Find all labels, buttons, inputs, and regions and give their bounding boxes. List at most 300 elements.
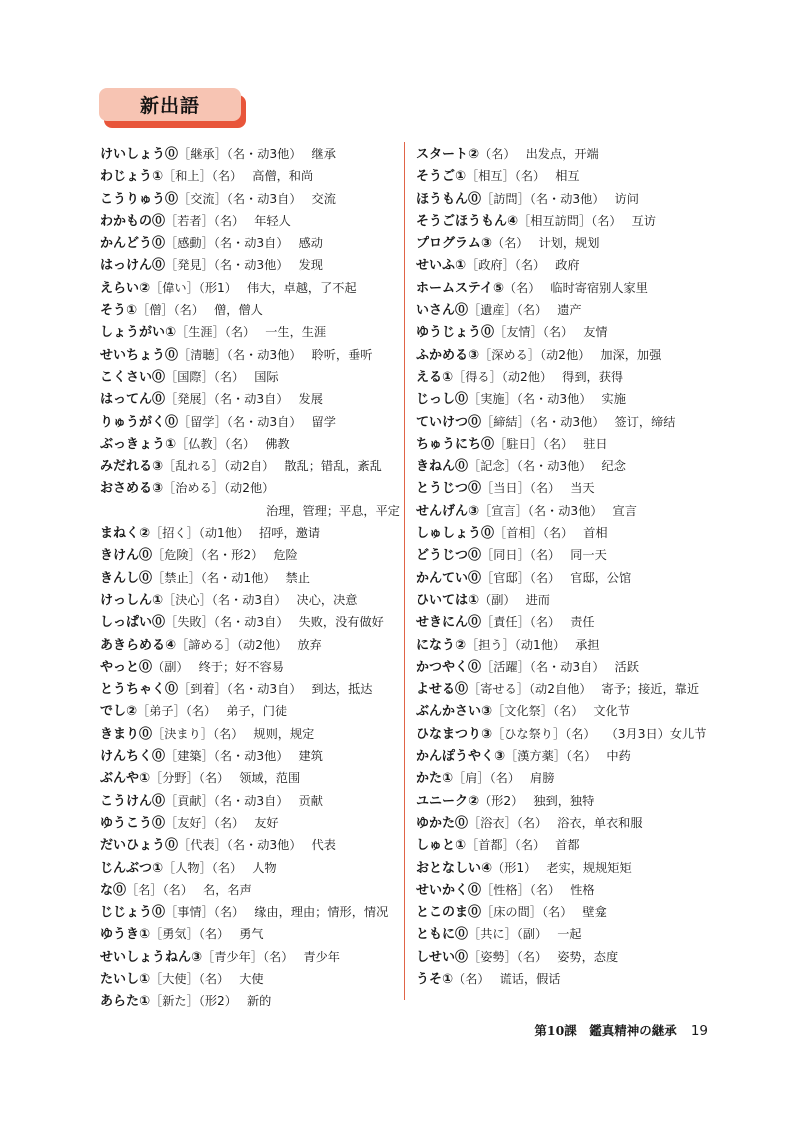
vocab-meaning: 聆听，垂听 xyxy=(311,347,373,362)
vocab-meaning: 当天 xyxy=(570,481,595,496)
vocab-word: まねく② xyxy=(100,526,151,542)
vocab-info: ［肩］（名） xyxy=(453,771,521,786)
vocab-entry xyxy=(416,834,716,856)
vocab-info: （形2） xyxy=(479,793,524,808)
vocab-word: けっしん① xyxy=(100,592,164,608)
vocab-word: プログラム③ xyxy=(416,236,492,252)
vocab-word: みだれる③ xyxy=(100,459,164,475)
vocab-meaning: 僧，僧人 xyxy=(214,303,263,318)
vocab-meaning: 人物 xyxy=(252,860,277,875)
vocab-info: ［偉い］（形1） xyxy=(150,280,237,295)
vocab-entry xyxy=(416,567,716,589)
vocab-meaning: 建筑 xyxy=(298,749,323,764)
vocab-meaning: 友情 xyxy=(583,325,608,340)
vocab-word: わじょう① xyxy=(100,169,164,185)
vocab-word: こうりゅう⓪ xyxy=(100,191,179,207)
vocab-meaning: 领域，范围 xyxy=(239,771,301,786)
vocab-meaning: 浴衣，单衣和服 xyxy=(557,815,643,830)
vocab-entry xyxy=(416,232,716,254)
vocab-entry xyxy=(100,812,400,834)
vocab-meaning: 一生，生涯 xyxy=(265,325,327,340)
vocab-meaning: 放弃 xyxy=(297,637,322,652)
vocab-word: けいしょう⓪ xyxy=(100,147,179,162)
vocab-info: ［友好］（名） xyxy=(165,815,245,830)
vocab-meaning: 决心，决意 xyxy=(296,592,358,607)
vocab-word: ゆうじょう⓪ xyxy=(416,325,495,341)
vocab-entry xyxy=(416,455,716,477)
vocab-entry xyxy=(416,344,716,366)
vocab-word: かた① xyxy=(416,771,454,787)
vocab-entry xyxy=(416,433,716,455)
vocab-meaning: 首相 xyxy=(583,526,608,541)
vocab-meaning: 性格 xyxy=(570,882,595,897)
vocab-meaning: 伟大，卓越，了不起 xyxy=(246,280,357,295)
vocab-info: ［当日］（名） xyxy=(481,481,561,496)
vocab-meaning: 弟子，门徒 xyxy=(226,704,288,719)
vocab-word: いさん⓪ xyxy=(416,303,469,319)
vocab-info: ［床の間］（名） xyxy=(481,905,573,920)
vocab-info: ［同日］（名） xyxy=(481,548,561,563)
vocab-meaning: 壁龛 xyxy=(582,905,607,920)
vocab-info: ［建築］（名・动3他） xyxy=(165,749,289,764)
vocab-meaning: 出发点，开端 xyxy=(525,147,599,161)
vocab-word: せいしょうねん③ xyxy=(100,949,203,965)
vocab-entry xyxy=(100,857,400,879)
vocab-info: （形1） xyxy=(492,860,537,875)
vocab-info: ［ひな祭り］（名） xyxy=(492,726,596,741)
vocab-word: はっけん⓪ xyxy=(100,258,166,274)
vocab-word: りゅうがく⓪ xyxy=(100,414,179,430)
vocab-entry xyxy=(416,700,716,722)
vocab-info: ［国際］（名） xyxy=(165,369,245,384)
vocab-word: そうご① xyxy=(416,169,467,185)
vocab-meaning: 留学 xyxy=(311,414,336,429)
vocab-meaning: 大使 xyxy=(239,971,264,986)
vocab-meaning: 遗产 xyxy=(557,303,582,318)
vocab-entry xyxy=(100,299,400,321)
vocab-word: かんてい⓪ xyxy=(416,570,482,586)
vocab-info: ［失敗］（名・动3自） xyxy=(165,615,289,630)
vocab-meaning: 年轻人 xyxy=(254,213,291,228)
vocab-info: ［活躍］（名・动3自） xyxy=(481,659,605,674)
vocab-meaning: 发展 xyxy=(298,392,323,407)
page-number: 19 xyxy=(690,1023,708,1039)
vocab-entry xyxy=(416,656,716,678)
vocab-entry xyxy=(100,210,400,232)
vocab-word: ぶんかさい③ xyxy=(416,704,493,720)
vocab-word: うそ① xyxy=(416,971,454,987)
vocab-entry xyxy=(100,923,400,945)
vocab-meaning: 得到，获得 xyxy=(562,369,624,384)
vocab-meaning: 官邸，公馆 xyxy=(570,570,632,585)
vocab-entry xyxy=(416,522,716,544)
vocab-entry xyxy=(100,589,400,611)
vocab-info: ［分野］（名） xyxy=(150,771,230,786)
column-divider xyxy=(404,142,405,1000)
vocab-meaning: 失败，没有做好 xyxy=(298,615,384,630)
vocab-meaning: 危险 xyxy=(273,548,298,563)
vocab-info: ［締結］（名・动3他） xyxy=(481,414,605,429)
vocab-info: ［人物］（名） xyxy=(163,860,243,875)
vocab-meaning: 治理，管理；平息，平定 xyxy=(265,503,400,518)
vocab-word: きねん⓪ xyxy=(416,459,469,475)
vocab-word: な⓪ xyxy=(100,882,127,898)
vocab-info: ［大使］（名） xyxy=(150,971,230,986)
vocab-info: ［遺産］（名） xyxy=(468,303,548,318)
vocab-entry xyxy=(100,634,400,656)
vocab-meaning: 高僧，和尚 xyxy=(252,169,314,184)
vocab-meaning: 计划，规划 xyxy=(538,236,600,251)
vocab-info: ［共に］（副） xyxy=(468,927,548,942)
vocab-info: ［発見］（名・动3他） xyxy=(165,258,289,273)
vocab-entry xyxy=(416,143,716,165)
vocab-meaning: 文化节 xyxy=(593,704,630,719)
vocab-entry xyxy=(416,411,716,433)
vocab-word: あらた① xyxy=(100,994,151,1010)
vocab-word: せいちょう⓪ xyxy=(100,347,179,363)
vocab-entry xyxy=(100,232,400,254)
vocab-info: ［貢献］（名・动3自） xyxy=(165,793,289,808)
vocab-info: ［友情］（名） xyxy=(494,325,574,340)
vocab-meaning: 继承 xyxy=(311,147,336,161)
vocab-info: ［僧］（名） xyxy=(137,303,205,318)
vocab-word: とこのま⓪ xyxy=(416,905,482,921)
vocab-word: こうけん⓪ xyxy=(100,793,166,809)
vocab-meaning: 国际 xyxy=(254,369,279,384)
vocab-info: （名） xyxy=(491,236,529,251)
vocab-word: ひいては① xyxy=(416,592,480,608)
vocab-word: けんちく⓪ xyxy=(100,749,166,765)
vocab-word: きんし⓪ xyxy=(100,570,153,586)
vocab-entry xyxy=(100,990,400,1012)
vocab-entry xyxy=(100,411,400,433)
vocab-word: になう② xyxy=(416,637,467,653)
vocab-meaning: 勇气 xyxy=(239,927,264,942)
vocab-word: きまり⓪ xyxy=(100,726,153,742)
vocab-entry xyxy=(100,165,400,187)
vocab-info: ［事情］（名） xyxy=(165,905,245,920)
vocab-info: ［深める］（动2他） xyxy=(479,347,591,362)
vocab-entry xyxy=(416,790,716,812)
vocab-word: しゅと① xyxy=(416,838,467,854)
vocab-info: （副） xyxy=(479,592,516,607)
vocab-entry xyxy=(416,544,716,566)
vocab-meaning: 加深，加强 xyxy=(600,347,662,362)
vocab-word: ホームステイ⑤ xyxy=(416,280,504,296)
vocab-meaning: 新的 xyxy=(246,994,272,1009)
vocab-entry xyxy=(416,500,716,522)
vocab-word: スタート② xyxy=(416,147,480,162)
vocab-meaning: 实施 xyxy=(601,392,626,407)
vocab-info: ［青少年］（名） xyxy=(202,949,294,964)
vocab-word: かんぽうやく③ xyxy=(416,749,506,765)
vocab-entry xyxy=(416,857,716,879)
vocab-word: あきらめる④ xyxy=(100,637,177,653)
vocab-entry xyxy=(100,834,400,856)
page-footer xyxy=(534,1020,708,1042)
vocab-entry xyxy=(100,344,400,366)
vocab-word: ふかめる③ xyxy=(416,347,480,363)
vocab-word: だいひょう⓪ xyxy=(100,838,179,854)
vocab-entry xyxy=(100,901,400,923)
vocab-column-left xyxy=(100,143,400,1013)
vocab-entry xyxy=(100,611,400,633)
vocab-meaning: 互访 xyxy=(631,213,656,228)
vocab-meaning: 同一天 xyxy=(570,548,607,563)
vocab-meaning: 签订，缔结 xyxy=(614,414,676,429)
vocab-info: ［新た］（形2） xyxy=(150,994,237,1009)
vocab-entry xyxy=(100,700,400,722)
vocab-word: でし② xyxy=(100,704,138,720)
vocab-word: ユニーク② xyxy=(416,793,480,809)
vocab-meaning: （3月3日）女儿节 xyxy=(605,726,707,741)
vocab-entry xyxy=(100,477,400,499)
vocab-word: そう① xyxy=(100,303,138,319)
vocab-meaning: 交流 xyxy=(311,191,336,206)
vocab-info: ［到着］（名・动3自） xyxy=(178,682,302,697)
vocab-entry xyxy=(416,767,716,789)
vocab-entry xyxy=(416,188,716,210)
vocab-entry xyxy=(100,522,400,544)
vocab-word: おさめる③ xyxy=(100,481,164,497)
vocab-entry xyxy=(100,188,400,210)
vocab-entry xyxy=(416,477,716,499)
vocab-info: ［弟子］（名） xyxy=(137,704,217,719)
section-title-box xyxy=(99,88,241,121)
vocab-word: かつやく⓪ xyxy=(416,659,482,675)
vocab-word: じじょう⓪ xyxy=(100,905,166,921)
vocab-entry xyxy=(100,767,400,789)
vocab-meaning: 寄予；接近，靠近 xyxy=(601,682,700,697)
vocab-word: ゆかた⓪ xyxy=(416,815,469,831)
vocab-info: ［浴衣］（名） xyxy=(468,815,548,830)
vocab-meaning: 代表 xyxy=(311,838,336,853)
vocab-word: ほうもん⓪ xyxy=(416,191,482,207)
vocab-meaning: 谎话，假话 xyxy=(499,971,561,986)
vocab-word: よせる⓪ xyxy=(416,682,469,698)
vocab-meaning: 缘由，理由；情形，情况 xyxy=(254,905,389,920)
vocab-entry xyxy=(100,388,400,410)
vocab-meaning: 肩膀 xyxy=(530,771,555,786)
vocab-info: ［実施］（名・动3他） xyxy=(468,392,592,407)
vocab-word: ゆうき① xyxy=(100,927,151,943)
vocab-word: わかもの⓪ xyxy=(100,213,166,229)
vocab-meaning: 相互 xyxy=(555,169,580,184)
vocab-entry xyxy=(100,254,400,276)
vocab-entry xyxy=(100,723,400,745)
vocab-info: ［姿勢］（名） xyxy=(468,949,548,964)
vocab-meaning: 贡献 xyxy=(298,793,323,808)
vocab-meaning: 政府 xyxy=(555,258,580,273)
vocab-word: とうちゃく⓪ xyxy=(100,682,179,698)
vocab-info: （名） xyxy=(479,147,516,161)
vocab-entry xyxy=(100,277,400,299)
vocab-word: はってん⓪ xyxy=(100,392,166,408)
vocab-entry xyxy=(416,254,716,276)
vocab-info: ［生涯］（名） xyxy=(176,325,256,340)
vocab-meaning: 禁止 xyxy=(285,570,310,585)
vocab-word: せんげん③ xyxy=(416,503,480,519)
vocab-info: （名） xyxy=(503,280,541,295)
vocab-entry xyxy=(416,366,716,388)
vocab-word: しょうがい① xyxy=(100,325,177,341)
vocab-info: ［漢方薬］（名） xyxy=(505,749,597,764)
vocab-meaning: 到达，抵达 xyxy=(311,682,373,697)
vocab-word: しゅしょう⓪ xyxy=(416,526,495,542)
vocab-entry xyxy=(100,790,400,812)
vocab-word: どうじつ⓪ xyxy=(416,548,482,564)
vocab-meaning: 感动 xyxy=(298,236,323,251)
vocab-info: ［感動］（名・动3自） xyxy=(165,236,289,251)
vocab-meaning: 首都 xyxy=(555,838,580,853)
vocab-column-right xyxy=(416,143,716,990)
vocab-meaning: 散乱；错乱，紊乱 xyxy=(284,459,382,474)
footer-lesson-title: 第10課 鑑真精神の継承 xyxy=(534,1023,677,1038)
vocab-meaning: 宣言 xyxy=(612,503,637,518)
vocab-info: ［得る］（动2他） xyxy=(453,369,553,384)
vocab-word: ともに⓪ xyxy=(416,927,469,943)
vocab-info: ［継承］（名・动3他） xyxy=(178,147,302,161)
vocab-info: ［招く］（动1他） xyxy=(150,526,250,541)
vocab-info: ［発展］（名・动3自） xyxy=(165,392,289,407)
vocab-info: ［相互訪問］（名） xyxy=(518,213,622,228)
vocab-info: （副） xyxy=(152,659,189,674)
vocab-entry xyxy=(416,946,716,968)
vocab-word: しせい⓪ xyxy=(416,949,469,965)
vocab-entry xyxy=(100,366,400,388)
vocab-entry xyxy=(416,879,716,901)
vocab-meaning: 友好 xyxy=(254,815,279,830)
vocab-entry xyxy=(416,678,716,700)
vocab-info: ［官邸］（名） xyxy=(481,570,561,585)
vocab-info: ［文化祭］（名） xyxy=(492,704,584,719)
vocab-word: えらい② xyxy=(100,280,151,296)
vocab-info: ［交流］（名・动3自） xyxy=(178,191,302,206)
vocab-entry xyxy=(416,901,716,923)
vocab-meaning: 临时寄宿别人家里 xyxy=(550,280,648,295)
vocab-meaning: 责任 xyxy=(570,615,595,630)
vocab-info: ［宣言］（名・动3他） xyxy=(479,503,603,518)
vocab-info: ［若者］（名） xyxy=(165,213,245,228)
vocab-word: せきにん⓪ xyxy=(416,615,482,631)
vocab-entry xyxy=(100,455,400,477)
vocab-word: こくさい⓪ xyxy=(100,369,166,385)
vocab-info: （名） xyxy=(453,971,490,986)
vocab-entry xyxy=(416,299,716,321)
vocab-info: ［性格］（名） xyxy=(481,882,561,897)
vocab-info: ［訪問］（名・动3他） xyxy=(481,191,605,206)
vocab-meaning: 发现 xyxy=(298,258,323,273)
vocab-word: せいふ① xyxy=(416,258,467,274)
vocab-info: ［政府］（名） xyxy=(466,258,546,273)
vocab-entry xyxy=(416,388,716,410)
vocab-meaning: 规则，规定 xyxy=(253,726,315,741)
vocab-word: ゆうこう⓪ xyxy=(100,815,166,831)
vocab-info: ［担う］（动1他） xyxy=(466,637,566,652)
vocab-entry xyxy=(416,210,716,232)
vocab-word: せいかく⓪ xyxy=(416,882,482,898)
vocab-entry xyxy=(100,143,400,165)
vocab-entry xyxy=(416,634,716,656)
vocab-meaning: 承担 xyxy=(575,637,600,652)
vocab-entry xyxy=(100,567,400,589)
vocab-entry xyxy=(100,500,400,522)
vocab-entry xyxy=(100,745,400,767)
vocab-entry xyxy=(100,544,400,566)
vocab-meaning: 纪念 xyxy=(601,459,626,474)
vocab-info: ［相互］（名） xyxy=(466,169,546,184)
vocab-word: える① xyxy=(416,369,454,385)
vocab-info: ［仏教］（名） xyxy=(176,436,256,451)
vocab-entry xyxy=(100,946,400,968)
vocab-entry xyxy=(100,321,400,343)
vocab-word: ていけつ⓪ xyxy=(416,414,482,430)
vocab-entry xyxy=(100,879,400,901)
vocab-info: ［危険］（名・形2） xyxy=(152,548,264,563)
vocab-info: ［代表］（名・动3他） xyxy=(178,838,302,853)
vocab-word: ちゅうにち⓪ xyxy=(416,436,495,452)
vocab-info: ［寄せる］（动2自他） xyxy=(468,682,592,697)
vocab-info: ［首相］（名） xyxy=(494,526,574,541)
vocab-info: ［記念］（名・动3他） xyxy=(468,459,592,474)
vocab-meaning: 老实，规规矩矩 xyxy=(546,860,632,875)
vocab-info: ［諦める］（动2他） xyxy=(176,637,288,652)
vocab-info: ［和上］（名） xyxy=(163,169,243,184)
vocab-word: かんどう⓪ xyxy=(100,236,166,252)
vocab-info: ［決心］（名・动3自） xyxy=(163,592,287,607)
vocab-info: ［駐日］（名） xyxy=(494,436,574,451)
vocab-meaning: 中药 xyxy=(606,749,631,764)
vocab-entry xyxy=(100,678,400,700)
vocab-info: ［首都］（名） xyxy=(466,838,546,853)
vocab-info: ［責任］（名） xyxy=(481,615,561,630)
vocab-entry xyxy=(416,589,716,611)
vocab-word: やっと⓪ xyxy=(100,659,153,675)
vocab-entry xyxy=(100,656,400,678)
vocab-meaning: 驻日 xyxy=(583,436,608,451)
vocab-info: ［決まり］（名） xyxy=(152,726,244,741)
vocab-info: ［勇気］（名） xyxy=(150,927,230,942)
vocab-info: ［名］（名） xyxy=(126,882,194,897)
vocab-info: ［治める］（动2他） xyxy=(163,481,275,496)
vocab-info: ［禁止］（名・动1他） xyxy=(152,570,276,585)
vocab-entry xyxy=(416,812,716,834)
vocab-word: とうじつ⓪ xyxy=(416,481,482,497)
vocab-entry xyxy=(100,968,400,990)
vocab-word: じっし⓪ xyxy=(416,392,469,408)
vocab-meaning: 独到，独特 xyxy=(533,793,595,808)
vocab-entry xyxy=(416,277,716,299)
vocab-meaning: 青少年 xyxy=(303,949,340,964)
vocab-meaning: 姿势，态度 xyxy=(557,949,619,964)
vocab-entry xyxy=(416,165,716,187)
section-title: 新出語 xyxy=(139,95,200,117)
vocab-entry xyxy=(416,968,716,990)
vocab-entry xyxy=(416,611,716,633)
vocab-entry xyxy=(416,745,716,767)
vocab-meaning: 终于；好不容易 xyxy=(198,659,284,674)
vocab-word: そうごほうもん④ xyxy=(416,213,519,229)
vocab-info: ［乱れる］（动2自） xyxy=(163,459,275,474)
vocab-word: ぶっきょう① xyxy=(100,436,177,452)
vocab-info: ［留学］（名・动3自） xyxy=(178,414,302,429)
vocab-word: おとなしい④ xyxy=(416,860,493,876)
vocab-word: きけん⓪ xyxy=(100,548,153,564)
vocab-entry xyxy=(100,433,400,455)
vocab-word: しっぱい⓪ xyxy=(100,615,166,631)
vocab-word: たいし① xyxy=(100,971,151,987)
vocab-entry xyxy=(416,923,716,945)
